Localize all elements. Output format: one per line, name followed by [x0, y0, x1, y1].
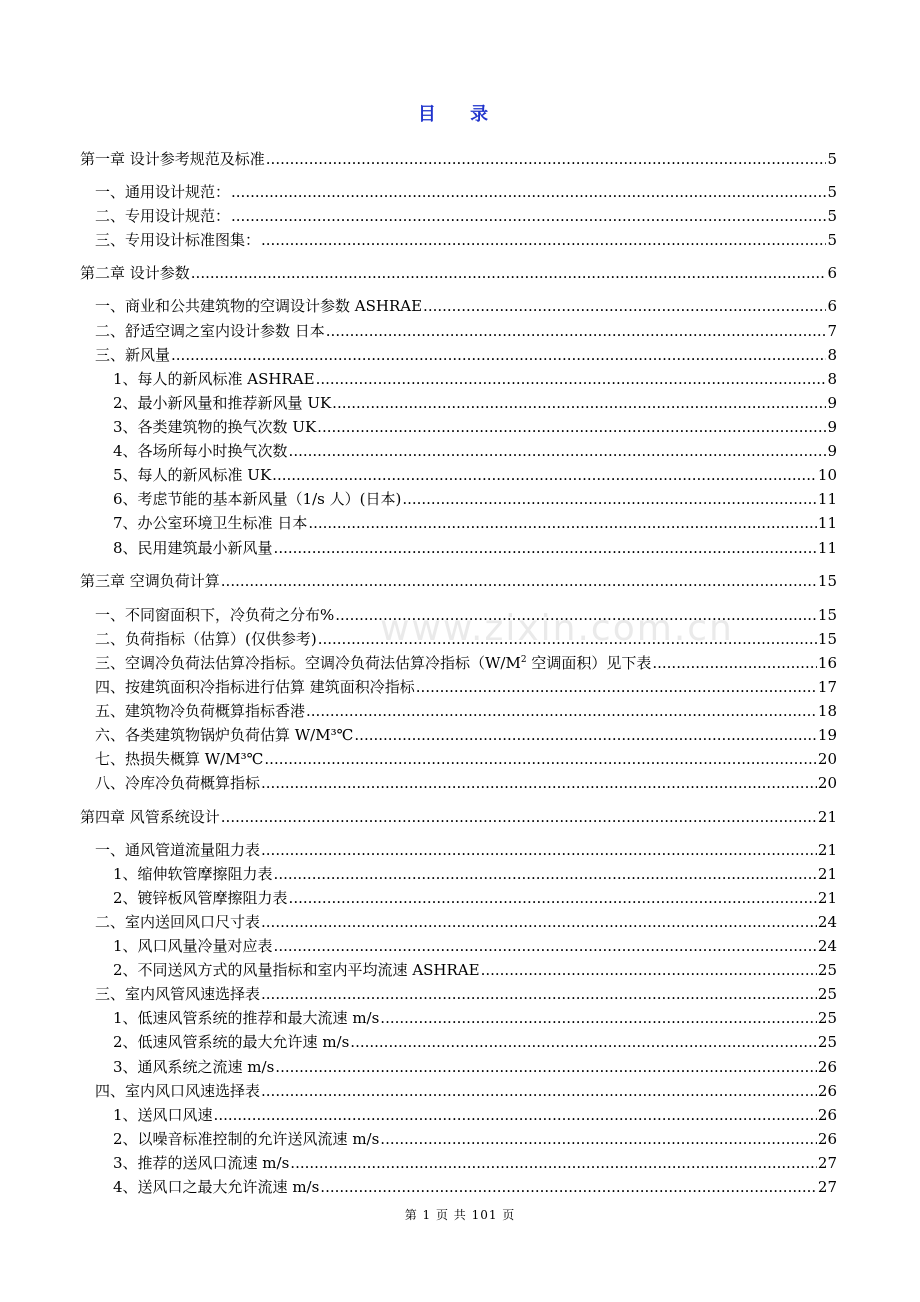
- toc-entry[interactable]: [113, 464, 837, 486]
- toc-chapter-entry[interactable]: [80, 570, 837, 592]
- dot-leader: [289, 440, 827, 462]
- toc-entry[interactable]: [113, 1104, 837, 1126]
- dot-leader: [275, 1056, 817, 1078]
- dot-leader: [274, 935, 817, 957]
- toc-entry[interactable]: [113, 537, 837, 559]
- watermark: www.zixin.com.cn: [380, 608, 734, 649]
- dot-leader: [261, 229, 826, 251]
- toc-title: 目 录: [417, 104, 503, 125]
- dot-leader: [317, 416, 826, 438]
- dot-leader: [423, 295, 826, 317]
- dot-leader: [380, 1128, 817, 1150]
- dot-leader: [274, 863, 817, 885]
- toc-entry[interactable]: [95, 676, 837, 698]
- toc-entry-label: 1、送风口风速: [113, 1106, 213, 1124]
- toc-entry-label: 第四章 风管系统设计: [80, 808, 220, 826]
- toc-entry[interactable]: [95, 604, 837, 626]
- toc-entry-label: 第二章 设计参数: [80, 264, 190, 282]
- toc-entry-page-number: 26: [817, 1130, 837, 1148]
- toc-entry[interactable]: [113, 935, 837, 957]
- toc-entry[interactable]: [95, 320, 837, 342]
- toc-entry-page-number: 17: [817, 678, 837, 696]
- toc-entry-page-number: 24: [817, 913, 837, 931]
- toc-entry-label: 七、热损失概算 W/M³℃: [95, 750, 264, 768]
- toc-entry-page-number: 15: [817, 572, 837, 590]
- dot-leader: [306, 700, 817, 722]
- toc-entry-label: 二、舒适空调之室内设计参数 日本: [95, 322, 325, 340]
- dot-leader: [318, 628, 817, 650]
- dot-leader: [290, 1152, 817, 1174]
- dot-leader: [261, 1080, 817, 1102]
- dot-leader: [416, 676, 817, 698]
- toc-entry-page-number: 5: [827, 183, 837, 201]
- toc-entry-page-number: 25: [817, 985, 837, 1003]
- toc-entry[interactable]: [113, 1031, 837, 1053]
- toc-chapter-entry[interactable]: [80, 148, 837, 170]
- dot-leader: [272, 464, 817, 486]
- toc-entry-label: 第三章 空调负荷计算: [80, 572, 220, 590]
- toc-entry-page-number: 21: [817, 889, 837, 907]
- toc-entry-label: 二、室内送回风口尺寸表: [95, 913, 261, 931]
- toc-entry-page-number: 10: [817, 466, 837, 484]
- toc-entry-label: 第一章 设计参考规范及标准: [80, 150, 265, 168]
- dot-leader: [261, 839, 817, 861]
- toc-entry-page-number: 21: [817, 865, 837, 883]
- toc-entry-label: 2、不同送风方式的风量指标和室内平均流速 ASHRAE: [113, 961, 480, 979]
- toc-entry-label: 8、民用建筑最小新风量: [113, 539, 273, 557]
- toc-entry-page-number: 26: [817, 1082, 837, 1100]
- toc-entry[interactable]: [95, 748, 837, 770]
- toc-entry[interactable]: [113, 392, 837, 414]
- toc-entry[interactable]: [95, 295, 837, 317]
- dot-leader: [266, 148, 827, 170]
- toc-entry[interactable]: [95, 628, 837, 650]
- toc-entry-page-number: 9: [827, 442, 837, 460]
- toc-entry-label: 一、商业和公共建筑物的空调设计参数 ASHRAE: [95, 297, 423, 315]
- toc-entry[interactable]: [113, 1056, 837, 1078]
- toc-entry-label: 八、冷库冷负荷概算指标: [95, 774, 261, 792]
- toc-entry-page-number: 5: [827, 231, 837, 249]
- dot-leader: [316, 368, 827, 390]
- toc-entry[interactable]: [95, 839, 837, 861]
- toc-entry-label: 2、最小新风量和推荐新风量 UK: [113, 394, 332, 412]
- dot-leader: [231, 181, 826, 203]
- toc-entry[interactable]: [113, 1128, 837, 1150]
- toc-entry-label: 3、各类建筑物的换气次数 UK: [113, 418, 317, 436]
- toc-entry-page-number: 25: [817, 961, 837, 979]
- toc-entry-label: 五、建筑物冷负荷概算指标香港: [95, 702, 306, 720]
- toc-entry-page-number: 9: [827, 418, 837, 436]
- toc-entry[interactable]: [113, 959, 837, 981]
- toc-entry-label: 1、每人的新风标准 ASHRAE: [113, 370, 315, 388]
- dot-leader: [326, 320, 827, 342]
- toc-entry-page-number: 27: [817, 1178, 837, 1196]
- toc-entry-page-number: 5: [827, 150, 837, 168]
- toc-entry-page-number: 27: [817, 1154, 837, 1172]
- dot-leader: [652, 652, 817, 674]
- toc-entry-page-number: 25: [817, 1009, 837, 1027]
- dot-leader: [261, 911, 817, 933]
- toc-entry[interactable]: [113, 1176, 837, 1198]
- toc-entry-label: 4、各场所每小时换气次数: [113, 442, 288, 460]
- toc-entry[interactable]: [95, 1080, 837, 1102]
- toc-chapter-entry[interactable]: [80, 806, 837, 828]
- toc-entry-page-number: 21: [817, 808, 837, 826]
- toc-entry-label: 四、按建筑面积冷指标进行估算 建筑面积冷指标: [95, 678, 415, 696]
- dot-leader: [261, 983, 817, 1005]
- dot-leader: [274, 537, 817, 559]
- toc-entry-label: 六、各类建筑物锅炉负荷估算 W/M³℃: [95, 726, 354, 744]
- toc-entry-page-number: 6: [827, 264, 837, 282]
- toc-entry-label: 1、风口风量冷量对应表: [113, 937, 273, 955]
- toc-entry-page-number: 18: [817, 702, 837, 720]
- toc-entry-page-number: 8: [827, 346, 837, 364]
- toc-entry[interactable]: [113, 863, 837, 885]
- toc-entry-label: 三、专用设计标准图集：: [95, 231, 261, 249]
- toc-entry-page-number: 5: [827, 207, 837, 225]
- dot-leader: [171, 344, 826, 366]
- toc-entry-label: 三、空调冷负荷法估算冷指标。空调冷负荷法估算冷指标（$W/M^2$ 空调面积）见下表: [95, 654, 652, 672]
- toc-entry[interactable]: [113, 512, 837, 534]
- toc-entry-page-number: 7: [827, 322, 837, 340]
- toc-entry-page-number: 15: [817, 630, 837, 648]
- toc-entry-label: 1、低速风管系统的推荐和最大流速 m/s: [113, 1009, 380, 1027]
- toc-entry-page-number: 9: [827, 394, 837, 412]
- toc-entry-label: 3、推荐的送风口流速 m/s: [113, 1154, 290, 1172]
- toc-entry-label: 三、室内风管风速选择表: [95, 985, 261, 1003]
- dot-leader: [214, 1104, 817, 1126]
- toc-entry[interactable]: [95, 181, 837, 203]
- toc-entry[interactable]: [113, 488, 837, 510]
- dot-leader: [308, 512, 817, 534]
- toc-entry[interactable]: [95, 983, 837, 1005]
- toc-entry-label: 一、不同窗面积下，冷负荷之分布%: [95, 606, 335, 624]
- toc-entry[interactable]: [95, 205, 837, 227]
- toc-entry-label: 二、专用设计规范：: [95, 207, 231, 225]
- dot-leader: [332, 392, 826, 414]
- toc-entry-label: 一、通风管道流量阻力表: [95, 841, 261, 859]
- toc-entry[interactable]: [95, 229, 837, 251]
- dot-leader: [191, 262, 827, 284]
- toc-entry[interactable]: [95, 652, 837, 674]
- toc-entry[interactable]: [113, 1152, 837, 1174]
- dot-leader: [350, 1031, 817, 1053]
- toc-entry[interactable]: [113, 887, 837, 909]
- dot-leader: [481, 959, 817, 981]
- toc-entry-label: 5、每人的新风标准 UK: [113, 466, 272, 484]
- dot-leader: [354, 724, 817, 746]
- dot-leader: [221, 570, 817, 592]
- dot-leader: [402, 488, 817, 510]
- toc-entry[interactable]: [113, 440, 837, 462]
- toc-entry[interactable]: [95, 911, 837, 933]
- toc-entry-label: 四、室内风口风速选择表: [95, 1082, 261, 1100]
- toc-entry[interactable]: [113, 416, 837, 438]
- toc-entry-page-number: 26: [817, 1058, 837, 1076]
- dot-leader: [335, 604, 817, 626]
- toc-entry-page-number: 11: [817, 490, 837, 508]
- toc-entry-label: 一、通用设计规范：: [95, 183, 231, 201]
- toc-entry-label: 7、办公室环境卫生标准 日本: [113, 514, 308, 532]
- toc-entry-label: 4、送风口之最大允许流速 m/s: [113, 1178, 320, 1196]
- toc-entry-label: 3、通风系统之流速 m/s: [113, 1058, 275, 1076]
- toc-entry-page-number: 20: [817, 774, 837, 792]
- dot-leader: [380, 1007, 817, 1029]
- toc-entry-page-number: 11: [817, 514, 837, 532]
- dot-leader: [221, 806, 817, 828]
- toc-entry-label: 三、新风量: [95, 346, 171, 364]
- toc-entry-page-number: 26: [817, 1106, 837, 1124]
- toc-entry[interactable]: [113, 368, 837, 390]
- dot-leader: [320, 1176, 817, 1198]
- toc-entry[interactable]: [95, 700, 837, 722]
- page-footer: 第 1 页 共 101 页: [404, 1208, 516, 1222]
- toc-entry-label: 二、负荷指标（估算）(仅供参考): [95, 630, 317, 648]
- toc-entry-page-number: 21: [817, 841, 837, 859]
- dot-leader: [264, 748, 817, 770]
- dot-leader: [231, 205, 826, 227]
- toc-chapter-entry[interactable]: [80, 262, 837, 284]
- toc-entry-page-number: 6: [827, 297, 837, 315]
- dot-leader: [261, 772, 817, 794]
- toc-entry-page-number: 11: [817, 539, 837, 557]
- toc-entry-label: 1、缩伸软管摩擦阻力表: [113, 865, 273, 883]
- toc-entry-label: 2、镀锌板风管摩擦阻力表: [113, 889, 288, 907]
- toc-entry-label: 2、以噪音标准控制的允许送风流速 m/s: [113, 1130, 380, 1148]
- toc-entry-page-number: 20: [817, 750, 837, 768]
- toc-entry-page-number: 8: [827, 370, 837, 388]
- toc-entry[interactable]: [113, 1007, 837, 1029]
- dot-leader: [289, 887, 817, 909]
- toc-entry-label: 6、考虑节能的基本新风量（1/s 人）(日本): [113, 490, 402, 508]
- toc-entry[interactable]: [95, 724, 837, 746]
- toc-entry-page-number: 15: [817, 606, 837, 624]
- toc-entry[interactable]: [95, 772, 837, 794]
- toc-entry-page-number: 25: [817, 1033, 837, 1051]
- toc-entry-label: 2、低速风管系统的最大允许速 m/s: [113, 1033, 350, 1051]
- toc-entry-page-number: 19: [817, 726, 837, 744]
- toc-entry-page-number: 24: [817, 937, 837, 955]
- toc-entry-page-number: 16: [817, 654, 837, 672]
- toc-entry[interactable]: [95, 344, 837, 366]
